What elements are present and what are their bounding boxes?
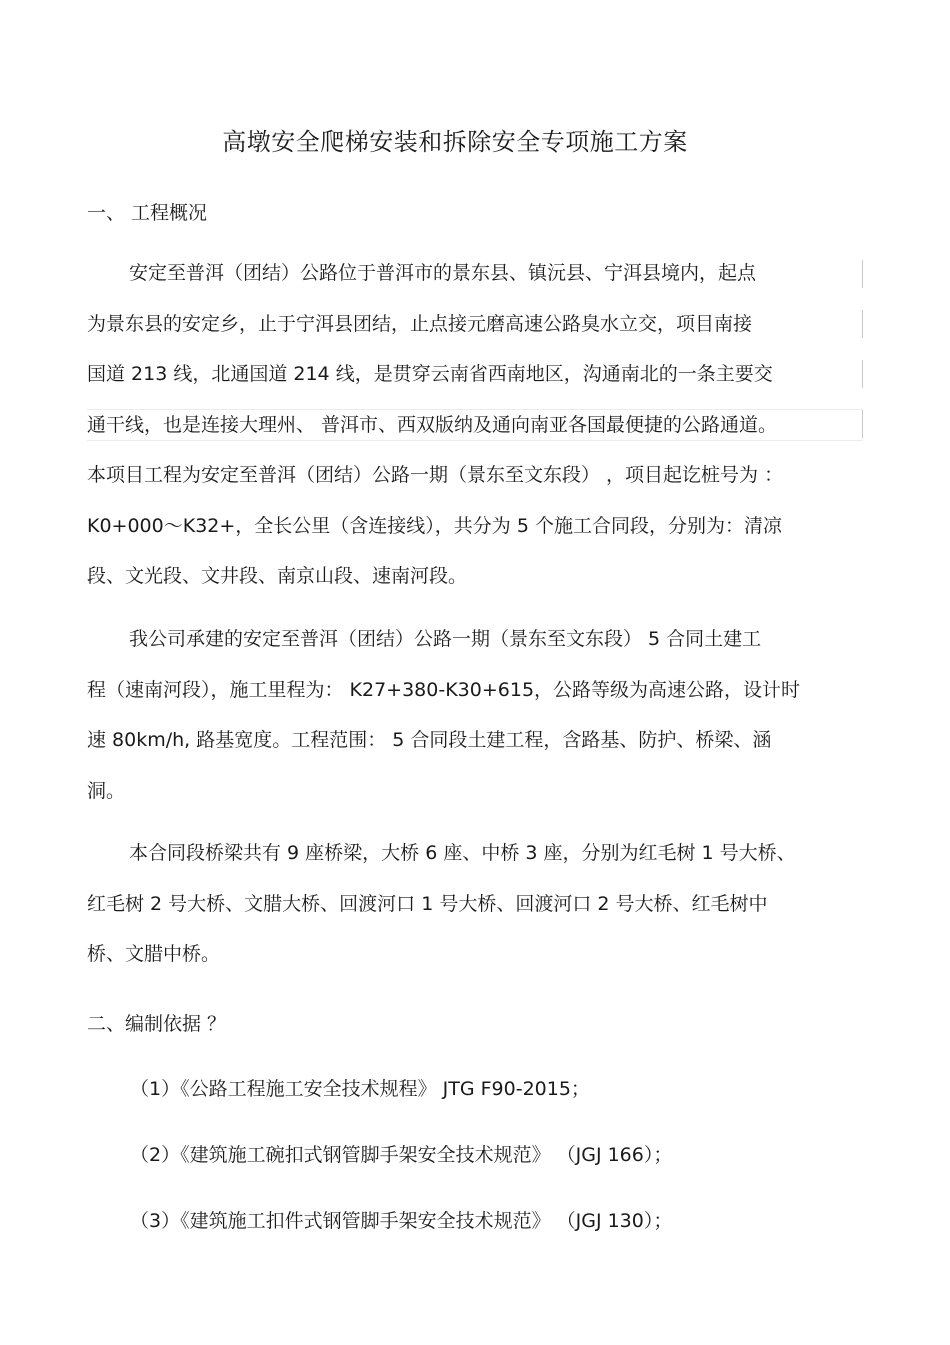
paragraph-line: 本合同段桥梁共有 9 座桥梁，大桥 6 座、中桥 3 座，分别为红毛树 1 号大桥、: [129, 842, 796, 864]
section-heading-overview: 一、 工程概况: [87, 202, 208, 224]
scan-edge-mark: [862, 410, 863, 438]
paragraph-project-location: [87, 248, 863, 602]
section-heading-basis: 二、编制依据 ？: [87, 1013, 227, 1035]
document-title: 高墩安全爬梯安装和拆除安全专项施工方案: [222, 128, 688, 156]
scan-faint-rule: [87, 409, 863, 410]
paragraph-line: 程（速南河段），施工里程为： K27+380-K30+615，公路等级为高速公路，设计时: [87, 678, 801, 701]
scan-edge-mark: [862, 260, 863, 288]
reference-item: （1）《公路工程施工安全技术规程》 JTG F90-2015；: [130, 1078, 590, 1100]
paragraph-line: 红毛树 2 号大桥、文腊大桥、回渡河口 1 号大桥、回渡河口 2 号大桥、红毛树中: [87, 892, 768, 915]
paragraph-bridges: [87, 828, 863, 980]
paragraph-contract-scope: [87, 614, 863, 816]
paragraph-line: 通干线，也是连接大理州、 普洱市、西双版纳及通向南亚各国最便捷的公路通道。: [87, 413, 778, 436]
paragraph-line: 国道 213 线，北通国道 214 线，是贯穿云南省西南地区，沟通南北的一条主要交: [87, 363, 773, 385]
paragraph-line: 速 80km/h, 路基宽度。工程范围： 5 合同段土建工程，含路基、防护、桥梁、涵: [87, 729, 772, 751]
paragraph-line: 为景东县的安定乡，止于宁洱县团结，止点接元磨高速公路臭水立交，项目南接: [87, 312, 753, 335]
reference-item: （2）《建筑施工碗扣式钢管脚手架安全技术规范》 （JGJ 166）；: [130, 1144, 673, 1166]
scan-faint-rule: [87, 440, 863, 441]
paragraph-line: 安定至普洱（团结）公路位于普洱市的景东县、镇沅县、宁洱县境内，起点: [129, 262, 757, 284]
scan-edge-mark: [862, 310, 863, 338]
paragraph-line: K0+000～K32+，全长公里（含连接线），共分为 5 个施工合同段，分别为：清凉: [87, 514, 782, 537]
paragraph-line: 段、文光段、文井段、南京山段、速南河段。: [87, 565, 468, 587]
paragraph-line: 本项目工程为安定至普洱（团结）公路一期（景东至文东段） ，项目起讫桩号为 ：: [87, 464, 784, 486]
scan-edge-mark: [862, 360, 863, 388]
paragraph-line: 我公司承建的安定至普洱（团结）公路一期（景东至文东段） 5 合同土建工: [129, 628, 762, 650]
reference-item: （3）《建筑施工扣件式钢管脚手架安全技术规范》 （JGJ 130）；: [130, 1210, 673, 1232]
paragraph-line: 桥、文腊中桥。: [87, 943, 221, 965]
paragraph-line: 洞。: [87, 779, 126, 802]
